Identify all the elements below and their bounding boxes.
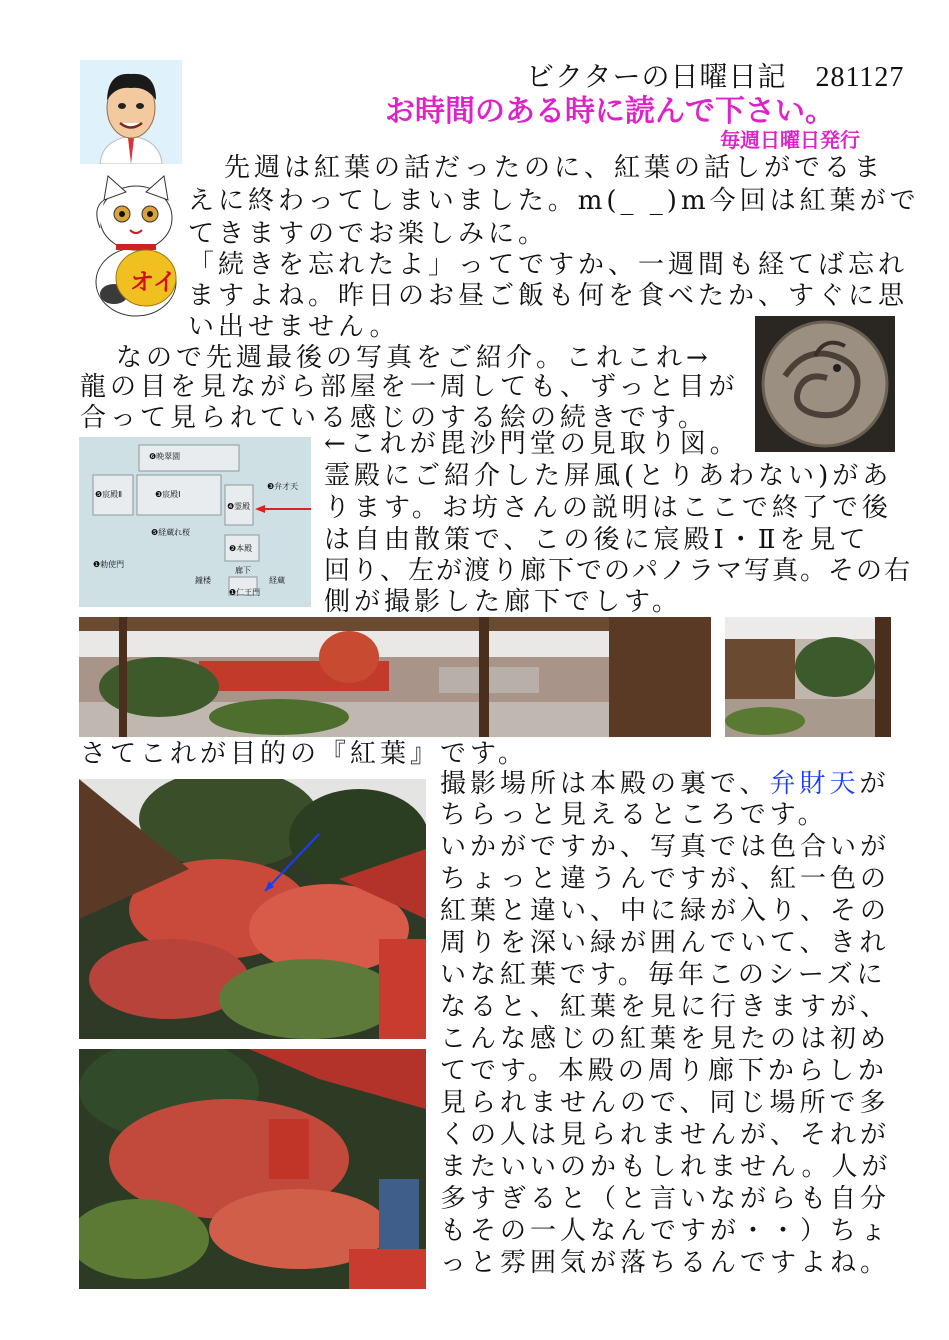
kouyou-line-10: てです。本殿の周り廊下からしか [440, 1056, 888, 1086]
benzaiten-highlight: 弁財天 [769, 769, 860, 799]
map-label-benzaiten: ❸弁才天 [267, 482, 299, 491]
map-label-niomon: ❶仁王門 [229, 588, 261, 597]
maneki-neko-icon [86, 170, 186, 320]
map-line-5: 回り、左が渡り廊下でのパノラマ写真。その右 [324, 556, 913, 586]
map-label-bansuien: ❻晩翠園 [149, 452, 181, 461]
kouyou-line-4: ちょっと違うんですが、紅一色の [440, 864, 891, 894]
kouyou-heading: さてこれが目的の『紅葉』です。 [80, 739, 528, 769]
weekly-note: 毎週日曜日発行 [720, 128, 860, 152]
maneki-coin-label: オイ [130, 268, 177, 296]
autumn-leaves-photo-2 [79, 1049, 426, 1289]
kouyou-line-14: 多すぎると（と言いながらも自分 [440, 1184, 891, 1214]
kouyou-line-6: 周りを深い緑が囲んでいて、きれ [440, 928, 890, 958]
page-title: ビクターの日曜日記 281127 [526, 62, 905, 93]
dragon-line-1: なので先週最後の写真をご紹介。これこれ→ [116, 343, 712, 373]
intro-line-2: えに終わってしまいました。m(_ _)m今回は紅葉がで [188, 186, 920, 216]
caricature-icon [80, 60, 182, 164]
kouyou-line-1-after: が [859, 769, 890, 799]
maneki-neko-illustration [86, 170, 186, 320]
map-label-reiden: ❹霊殿 [227, 502, 251, 511]
kouyou-line-16: っと雰囲気が落ちるんですよね。 [440, 1248, 891, 1278]
kouyou-line-3: いかがですか、写真では色合いが [440, 832, 891, 862]
intro-line-3: てきますのでお楽しみに。 [188, 219, 549, 249]
map-label-kyozo: 経蔵 [269, 576, 285, 585]
corridor-panorama-photo [79, 617, 711, 737]
map-line-1: ←これが毘沙門堂の見取り図。 [324, 429, 740, 459]
dragon-ceiling-photo [755, 316, 895, 452]
map-label-roka: 廊下 [235, 566, 251, 575]
map-line-2: 霊殿にご紹介した屏風(とりあわない)があ [324, 461, 893, 491]
kouyou-line-1-before: 撮影場所は本殿の裏で、 [440, 769, 770, 799]
autumn-leaves-photo-1 [79, 779, 426, 1039]
kouyou-line-7: いな紅葉です。毎年このシーズに [440, 960, 887, 990]
map-label-shoro: 鐘楼 [195, 576, 211, 585]
kouyou-line-8: なると、紅葉を見に行きますが、 [440, 992, 891, 1022]
dragon-line-2: 龍の目を見ながら部屋を一周しても、ずっと目が [80, 372, 739, 402]
intro-line-6: い出せません。 [188, 312, 400, 342]
map-line-4: は自由散策で、この後に宸殿Ⅰ・Ⅱを見て [324, 525, 870, 555]
map-line-3: ります。お坊さんの説明はここで終了で後 [324, 493, 892, 523]
intro-line-1: 先週は紅葉の話だったのに、紅葉の話しがでるま [224, 153, 885, 183]
corridor-side-photo [725, 617, 891, 737]
kouyou-line-1 [440, 769, 890, 799]
kouyou-line-2: ちらっと見えるところです。 [440, 800, 828, 830]
kouyou-line-13: またいいのかもしれません。人が [440, 1152, 892, 1182]
kouyou-line-15: もその一人なんですが・・）ちょ [440, 1216, 891, 1246]
kouyou-line-9: こんな感じの紅葉を見たのは初め [440, 1024, 891, 1054]
map-label-shinden-2: ❺宸殿Ⅱ [95, 490, 123, 499]
map-label-sakura: ❺経蔵れ桜 [151, 528, 191, 537]
map-label-honden: ❷本殿 [229, 544, 253, 553]
dragon-line-3: 合って見られている感じのする絵の続きです。 [80, 403, 708, 433]
map-label-chokushimon: ❶勅使門 [93, 560, 125, 569]
kouyou-line-5: 紅葉と違い、中に緑が入り、その [440, 896, 891, 926]
kouyou-line-11: 見られませんので、同じ場所で多 [440, 1088, 890, 1118]
temple-floor-map [79, 437, 311, 607]
kouyou-line-12: くの人は見られませんが、それが [440, 1120, 891, 1150]
avatar-caricature [80, 60, 182, 164]
map-label-shinden-1: ❸宸殿Ⅰ [155, 490, 181, 499]
page-subtitle: お時間のある時に読んで下さい。 [385, 94, 835, 129]
intro-line-5: ますよね。昨日のお昼ご飯も何を食べたか、すぐに思 [188, 281, 909, 311]
map-line-6: 側が撮影した廊下でしす。 [324, 587, 682, 617]
intro-line-4: 「続きを忘れたよ」ってですか、一週間も経てば忘れ [188, 250, 909, 280]
